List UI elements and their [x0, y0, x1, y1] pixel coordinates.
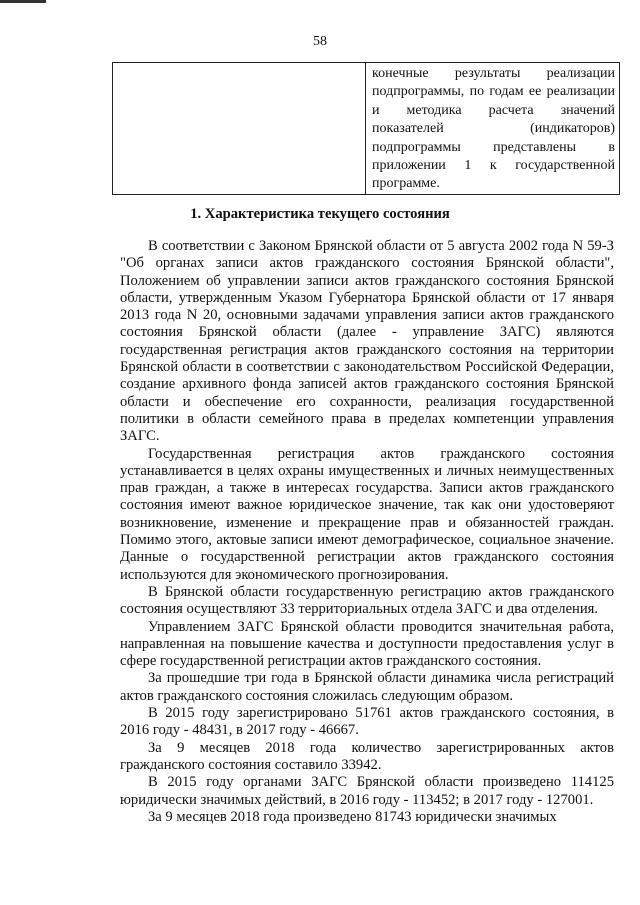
paragraph: За прошедшие три года в Брянской области динамика числа регистраций актов гражданского состояния сложилась следующим образом.: [120, 670, 614, 704]
page-number: 58: [313, 34, 327, 49]
continuation-table: [112, 62, 620, 195]
paragraph: В 2015 году зарегистрировано 51761 актов гражданского состояния, в 2016 году - 48431, в 2017 году - 46667.: [120, 705, 614, 739]
section-heading: 1. Характеристика текущего состояния: [190, 206, 450, 222]
section-body: [120, 238, 614, 826]
paragraph: Государственная регистрация актов гражданского состояния устанавливается в целях охраны имущественных и личных неимущественных прав граждан, а также в интересах государства. Записи актов гражданского состояния имеют важное юридическое значение, так как они удостоверяют возникновение, изменение и прекращение прав и обязанностей граждан. Помимо этого, актовые записи имеют демографическое, социальное значение. Данные о государственной регистрации актов гражданского состояния используются для экономического прогнозирования.: [120, 445, 614, 583]
paragraph: В Брянской области государственную регистрацию актов гражданского состояния осуществляют 33 территориальных отдела ЗАГС и два отделения.: [120, 583, 614, 618]
table-row: [113, 63, 620, 195]
corner-scan-mark: [0, 0, 46, 3]
table-cell-text: конечные результаты реализации подпрограммы, по годам ее реализации и методика расчета значений показателей (индикаторов) подпрограммы представлены в приложении 1 к государственной программе.: [366, 63, 620, 195]
paragraph: В 2015 году органами ЗАГС Брянской области произведено 114125 юридически значимых действий, в 2016 году - 113452; в 2017 году - 127001.: [120, 774, 614, 808]
paragraph: За 9 месяцев 2018 года количество зарегистрированных актов гражданского состояния составило 33942.: [120, 739, 614, 773]
table-cell-empty: [113, 63, 366, 195]
paragraph: В соответствии с Законом Брянской области от 5 августа 2002 года N 59-З "Об органах записи актов гражданского состояния Брянской области", Положением об управлении записи актов гражданского состояния Брянской области, утвержденным Указом Губернатора Брянской области от 17 января 2013 года N 20, основными задачами управления записи актов гражданского состояния Брянской области (далее - управление ЗАГС) являются государственная регистрация актов гражданского состояния на территории Брянской области в соответствии с законодательством Российской Федерации, создание архивного фонда записей актов гражданского состояния Брянской области и обеспечение его сохранности, реализация государственной политики в области семейного права в пределах компетенции управления ЗАГС.: [120, 238, 614, 445]
paragraph: Управлением ЗАГС Брянской области проводится значительная работа, направленная на повышение качества и доступности предоставления услуг в сфере государственной регистрации актов гражданского состояния.: [120, 618, 614, 670]
paragraph: За 9 месяцев 2018 года произведено 81743 юридически значимых: [148, 808, 557, 825]
